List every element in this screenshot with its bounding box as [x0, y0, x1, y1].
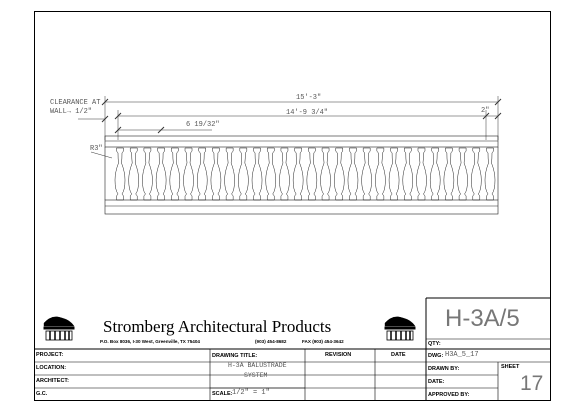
baluster [184, 148, 194, 200]
baluster-row [115, 148, 495, 200]
qty-label: QTY: [428, 341, 441, 347]
sheet-label: SHEET [501, 364, 520, 370]
stromberg-logo-left [44, 317, 74, 340]
project-label: PROJECT: [36, 352, 64, 358]
approved-by-label: APPROVED BY: [428, 392, 470, 398]
company-phone: (903) 454-8682 [255, 339, 287, 344]
baluster [485, 148, 495, 200]
stromberg-logo-right [385, 317, 415, 340]
baluster [416, 148, 426, 200]
baluster [334, 148, 344, 200]
baluster [307, 148, 317, 200]
baluster [375, 148, 385, 200]
company-address: P.O. Box 8036, I-30 West, Greenville, TX 75404 [100, 339, 200, 344]
architect-label: ARCHITECT: [36, 378, 69, 384]
dimension-spacing: 6 19/32" [186, 121, 220, 129]
dimension-end: 2" [481, 107, 490, 115]
baluster [225, 148, 235, 200]
baluster [471, 148, 481, 200]
clearance-note-line2: WALL→ 1/2" [50, 108, 93, 116]
baluster [266, 148, 276, 200]
baluster [293, 148, 303, 200]
baluster [170, 148, 180, 200]
drawing-title-label: DRAWING TITLE: [212, 353, 258, 359]
baluster [348, 148, 358, 200]
drawn-by-label: DRAWN BY: [428, 366, 460, 372]
baluster [279, 148, 289, 200]
dimension-overall: 15'-3" [296, 94, 322, 102]
baluster [142, 148, 152, 200]
location-label: LOCATION: [36, 365, 67, 371]
baluster [197, 148, 207, 200]
baluster [129, 148, 139, 200]
baluster [115, 148, 125, 200]
baluster [444, 148, 454, 200]
part-number: H-3A/5 [445, 305, 520, 332]
company-name: Stromberg Architectural Products [103, 317, 332, 336]
dwg-label: DWG: [428, 353, 444, 359]
baluster [238, 148, 248, 200]
baluster [430, 148, 440, 200]
radius-note: R3" [90, 145, 103, 153]
company-fax: FAX (903) 454-3642 [302, 339, 344, 344]
baluster [458, 148, 468, 200]
date-label: DATE: [428, 379, 445, 385]
dimension-inner: 14'-9 3/4" [286, 109, 329, 117]
date-header: DATE [391, 352, 406, 358]
scale-label: SCALE: [212, 391, 233, 397]
baluster [403, 148, 413, 200]
baluster [252, 148, 262, 200]
baluster [211, 148, 221, 200]
baluster [389, 148, 399, 200]
sheet-number: 17 [520, 372, 544, 395]
baluster [321, 148, 331, 200]
clearance-note-line1: CLEARANCE AT [50, 99, 101, 107]
scale-value: 1/2" = 1" [232, 389, 270, 397]
dwg-value: H3A_5_17 [445, 351, 479, 359]
revision-header: REVISION [325, 352, 352, 358]
drawing-title-line1: H-3A BALUSTRADE [228, 362, 287, 369]
baluster [362, 148, 372, 200]
gc-label: G.C. [36, 391, 48, 397]
drawing-title-line2: SYSTEM [244, 372, 268, 379]
baluster [156, 148, 166, 200]
